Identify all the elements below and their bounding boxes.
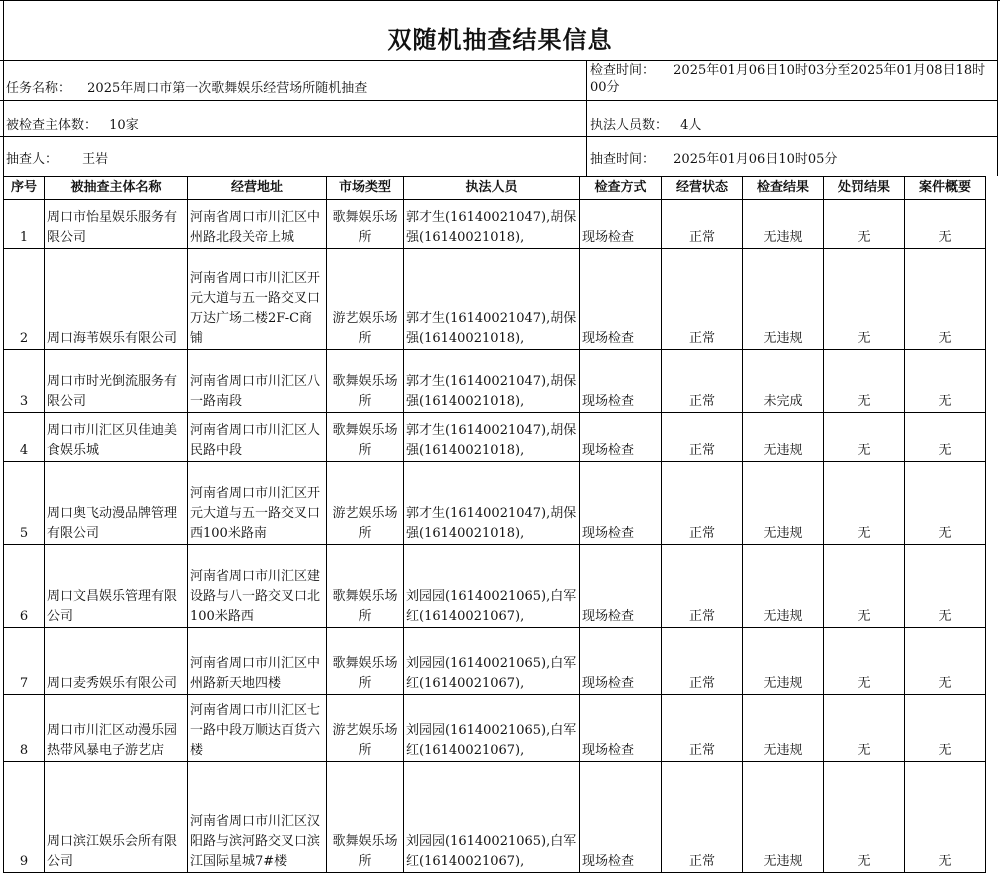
cell-method-text: 现场检查 [582, 443, 635, 458]
cell-addr [188, 413, 327, 462]
cell-no [4, 545, 45, 628]
cell-type [327, 628, 404, 695]
cell-name [45, 762, 188, 873]
cell-status [662, 695, 743, 762]
cell-method [580, 200, 662, 249]
cell-summary [905, 462, 986, 545]
cell-name-text: 周口麦秀娱乐有限公司 [47, 676, 178, 691]
cell-officers [404, 545, 580, 628]
cell-type-text: 歌舞娱乐场所 [332, 656, 398, 691]
cell-officers [404, 695, 580, 762]
cell-name-text: 周口市怡星娱乐服务有限公司 [47, 210, 178, 245]
cell-method-text: 现场检查 [582, 609, 635, 624]
cell-officers [404, 350, 580, 413]
cell-penalty-text: 无 [857, 526, 871, 541]
cell-result-text: 无违规 [763, 854, 803, 869]
cell-summary [905, 545, 986, 628]
cell-method-text: 现场检查 [582, 743, 635, 758]
cell-addr [188, 350, 327, 413]
cell-addr [188, 200, 327, 249]
sample-time [590, 151, 837, 168]
cell-summary-text: 无 [938, 230, 952, 245]
cell-no-text: 1 [19, 230, 29, 245]
cell-officers [404, 200, 580, 249]
cell-summary-text: 无 [938, 676, 952, 691]
cell-method-text: 现场检查 [582, 854, 635, 869]
cell-officers [404, 413, 580, 462]
cell-summary [905, 200, 986, 249]
cell-addr-text: 河南省周口市川汇区八一路南段 [190, 374, 321, 409]
header-summary: 案件概要 [905, 177, 986, 200]
cell-result [743, 249, 824, 350]
table-row [4, 762, 986, 873]
header-no: 序号 [4, 177, 45, 200]
cell-result [743, 350, 824, 413]
left-border [3, 0, 4, 176]
cell-no-text: 7 [19, 676, 29, 691]
divider [0, 100, 998, 101]
cell-no [4, 249, 45, 350]
cell-type [327, 462, 404, 545]
cell-no-text: 4 [19, 443, 29, 458]
cell-summary-text: 无 [938, 526, 952, 541]
check-time-label: 检查时间： [590, 63, 656, 78]
cell-result-text: 未完成 [763, 394, 803, 409]
cell-addr-text: 河南省周口市川汇区开元大道与五一路交叉口万达广场二楼2F-C商铺 [190, 271, 321, 346]
cell-result [743, 545, 824, 628]
header-officers: 执法人员 [404, 177, 580, 200]
cell-result-text: 无违规 [763, 609, 803, 624]
results-table [3, 176, 986, 873]
officer-count-value: 4人 [680, 118, 702, 133]
cell-summary [905, 695, 986, 762]
header-status: 经营状态 [662, 177, 743, 200]
cell-type-text: 歌舞娱乐场所 [332, 210, 398, 245]
table-row [4, 413, 986, 462]
sheet-title: 双随机抽查结果信息 [387, 26, 613, 54]
cell-summary-text: 无 [938, 609, 952, 624]
cell-addr-text: 河南省周口市川汇区开元大道与五一路交叉口西100米路南 [190, 486, 321, 541]
cell-status [662, 200, 743, 249]
cell-result-text: 无违规 [763, 743, 803, 758]
cell-penalty [824, 762, 905, 873]
cell-summary-text: 无 [938, 854, 952, 869]
cell-officers [404, 628, 580, 695]
cell-name [45, 545, 188, 628]
header-name: 被抽查主体名称 [45, 177, 188, 200]
cell-status [662, 249, 743, 350]
cell-status-text: 正常 [688, 443, 715, 458]
cell-no [4, 628, 45, 695]
cell-type-text: 歌舞娱乐场所 [332, 589, 398, 624]
cell-summary [905, 413, 986, 462]
cell-penalty-text: 无 [857, 443, 871, 458]
cell-penalty [824, 413, 905, 462]
sample-time-label: 抽查时间： [590, 152, 656, 167]
cell-penalty [824, 249, 905, 350]
cell-status-text: 正常 [688, 230, 715, 245]
officer-count-label: 执法人员数： [590, 118, 669, 133]
cell-name-text: 周口海苇娱乐有限公司 [47, 331, 178, 346]
subject-count [6, 117, 139, 134]
cell-no [4, 200, 45, 249]
cell-addr [188, 628, 327, 695]
sampler-label: 抽查人： [6, 152, 59, 167]
cell-no-text: 3 [19, 394, 29, 409]
cell-result [743, 762, 824, 873]
cell-result-text: 无违规 [763, 331, 803, 346]
task-name-label: 任务名称： [6, 81, 72, 96]
cell-officers-text: 刘园园(16140021065),白军红(16140021067), [406, 656, 577, 691]
cell-status-text: 正常 [688, 331, 715, 346]
cell-result-text: 无违规 [763, 230, 803, 245]
table-header-row [4, 177, 986, 200]
subject-count-label: 被检查主体数： [6, 118, 98, 133]
cell-no-text: 8 [19, 743, 29, 758]
cell-result-text: 无违规 [763, 443, 803, 458]
header-type: 市场类型 [327, 177, 404, 200]
sampler-value: 王岩 [82, 152, 109, 167]
cell-type-text: 歌舞娱乐场所 [332, 374, 398, 409]
cell-name-text: 周口奥飞动漫品牌管理有限公司 [47, 506, 178, 541]
cell-type-text: 游艺娱乐场所 [332, 311, 398, 346]
cell-addr [188, 249, 327, 350]
cell-type [327, 249, 404, 350]
cell-penalty [824, 200, 905, 249]
header-penalty: 处罚结果 [824, 177, 905, 200]
cell-summary [905, 249, 986, 350]
cell-officers [404, 249, 580, 350]
cell-addr [188, 762, 327, 873]
cell-method [580, 695, 662, 762]
cell-type [327, 200, 404, 249]
table-row [4, 350, 986, 413]
cell-method [580, 545, 662, 628]
cell-status-text: 正常 [688, 854, 715, 869]
cell-no-text: 9 [19, 854, 29, 869]
table-row [4, 200, 986, 249]
cell-summary-text: 无 [938, 443, 952, 458]
cell-officers [404, 762, 580, 873]
check-time [590, 62, 990, 96]
cell-no-text: 2 [19, 331, 29, 346]
cell-method-text: 现场检查 [582, 331, 635, 346]
cell-officers-text: 郭才生(16140021047),胡保强(16140021018), [406, 210, 577, 245]
cell-penalty-text: 无 [857, 609, 871, 624]
header-method: 检查方式 [580, 177, 662, 200]
cell-addr [188, 545, 327, 628]
task-name-value: 2025年周口市第一次歌舞娱乐经营场所随机抽查 [87, 81, 368, 96]
table-row [4, 628, 986, 695]
cell-result-text: 无违规 [763, 676, 803, 691]
cell-name [45, 695, 188, 762]
sample-time-value: 2025年01月06日10时05分 [673, 152, 838, 167]
cell-type-text: 游艺娱乐场所 [332, 506, 398, 541]
header-result: 检查结果 [743, 177, 824, 200]
cell-no-text: 5 [19, 526, 29, 541]
cell-officers-text: 郭才生(16140021047),胡保强(16140021018), [406, 311, 577, 346]
cell-type [327, 545, 404, 628]
cell-addr [188, 695, 327, 762]
cell-method-text: 现场检查 [582, 526, 635, 541]
cell-method [580, 350, 662, 413]
cell-name [45, 628, 188, 695]
cell-status [662, 628, 743, 695]
cell-type [327, 695, 404, 762]
cell-status [662, 545, 743, 628]
cell-summary-text: 无 [938, 394, 952, 409]
cell-result [743, 462, 824, 545]
cell-type-text: 歌舞娱乐场所 [332, 423, 398, 458]
cell-result-text: 无违规 [763, 526, 803, 541]
cell-name [45, 249, 188, 350]
cell-penalty-text: 无 [857, 230, 871, 245]
divider [0, 136, 998, 137]
cell-summary-text: 无 [938, 743, 952, 758]
cell-status-text: 正常 [688, 609, 715, 624]
cell-result [743, 695, 824, 762]
cell-addr-text: 河南省周口市川汇区建设路与八一路交叉口北100米路西 [190, 569, 321, 624]
divider [0, 60, 998, 61]
cell-penalty [824, 695, 905, 762]
cell-result [743, 200, 824, 249]
cell-method-text: 现场检查 [582, 676, 635, 691]
table-row [4, 462, 986, 545]
cell-officers-text: 郭才生(16140021047),胡保强(16140021018), [406, 423, 577, 458]
cell-addr-text: 河南省周口市川汇区人民路中段 [190, 423, 321, 458]
task-name [6, 80, 367, 97]
subject-count-value: 10家 [109, 118, 139, 133]
cell-method [580, 413, 662, 462]
cell-no [4, 350, 45, 413]
cell-addr-text: 河南省周口市川汇区中州路新天地四楼 [190, 656, 321, 691]
cell-officers-text: 刘园园(16140021065),白军红(16140021067), [406, 589, 577, 624]
cell-name [45, 350, 188, 413]
table-row [4, 545, 986, 628]
cell-status [662, 462, 743, 545]
cell-addr-text: 河南省周口市川汇区中州路北段关帝上城 [190, 210, 321, 245]
cell-penalty [824, 462, 905, 545]
cell-status [662, 350, 743, 413]
cell-summary-text: 无 [938, 331, 952, 346]
officer-count [590, 117, 701, 134]
cell-no-text: 6 [19, 609, 29, 624]
header-address: 经营地址 [188, 177, 327, 200]
cell-name [45, 200, 188, 249]
cell-type [327, 413, 404, 462]
cell-summary [905, 350, 986, 413]
cell-status-text: 正常 [688, 676, 715, 691]
cell-result [743, 413, 824, 462]
cell-no [4, 762, 45, 873]
cell-status [662, 413, 743, 462]
cell-method [580, 462, 662, 545]
cell-name-text: 周口市时光倒流服务有限公司 [47, 374, 178, 409]
cell-no [4, 695, 45, 762]
cell-name-text: 周口市川汇区贝佳迪美食娱乐城 [47, 423, 178, 458]
cell-penalty [824, 545, 905, 628]
cell-summary [905, 762, 986, 873]
sampler [6, 151, 108, 168]
cell-method [580, 249, 662, 350]
cell-officers-text: 刘园园(16140021065),白军红(16140021067), [406, 834, 577, 869]
cell-addr-text: 河南省周口市川汇区汉阳路与滨河路交叉口滨江国际星城7#楼 [190, 814, 321, 869]
cell-status-text: 正常 [688, 743, 715, 758]
cell-method-text: 现场检查 [582, 394, 635, 409]
cell-penalty [824, 350, 905, 413]
top-border [0, 0, 1000, 1]
cell-name-text: 周口文昌娱乐管理有限公司 [47, 589, 178, 624]
cell-type [327, 762, 404, 873]
cell-type-text: 游艺娱乐场所 [332, 723, 398, 758]
cell-penalty-text: 无 [857, 676, 871, 691]
info-divider [586, 60, 587, 176]
cell-name-text: 周口市川汇区动漫乐园热带风暴电子游艺店 [47, 723, 178, 758]
cell-method [580, 762, 662, 873]
cell-name [45, 413, 188, 462]
cell-name [45, 462, 188, 545]
cell-name-text: 周口滨江娱乐会所有限公司 [47, 834, 178, 869]
cell-no [4, 413, 45, 462]
cell-penalty-text: 无 [857, 854, 871, 869]
cell-officers-text: 郭才生(16140021047),胡保强(16140021018), [406, 374, 577, 409]
cell-result [743, 628, 824, 695]
cell-penalty-text: 无 [857, 331, 871, 346]
check-time-value: 2025年01月06日10时03分至2025年01月08日18时00分 [590, 63, 986, 95]
cell-no [4, 462, 45, 545]
cell-penalty-text: 无 [857, 743, 871, 758]
cell-summary [905, 628, 986, 695]
right-border [997, 0, 998, 176]
table-row [4, 249, 986, 350]
cell-officers-text: 郭才生(16140021047),胡保强(16140021018), [406, 506, 577, 541]
cell-penalty-text: 无 [857, 394, 871, 409]
cell-officers [404, 462, 580, 545]
cell-officers-text: 刘园园(16140021065),白军红(16140021067), [406, 723, 577, 758]
cell-penalty [824, 628, 905, 695]
table-row [4, 695, 986, 762]
cell-type [327, 350, 404, 413]
cell-addr-text: 河南省周口市川汇区七一路中段万顺达百货六楼 [190, 703, 321, 758]
cell-type-text: 歌舞娱乐场所 [332, 834, 398, 869]
cell-addr [188, 462, 327, 545]
cell-method [580, 628, 662, 695]
cell-status-text: 正常 [688, 394, 715, 409]
cell-status [662, 762, 743, 873]
cell-status-text: 正常 [688, 526, 715, 541]
cell-method-text: 现场检查 [582, 230, 635, 245]
table-body [4, 200, 986, 873]
